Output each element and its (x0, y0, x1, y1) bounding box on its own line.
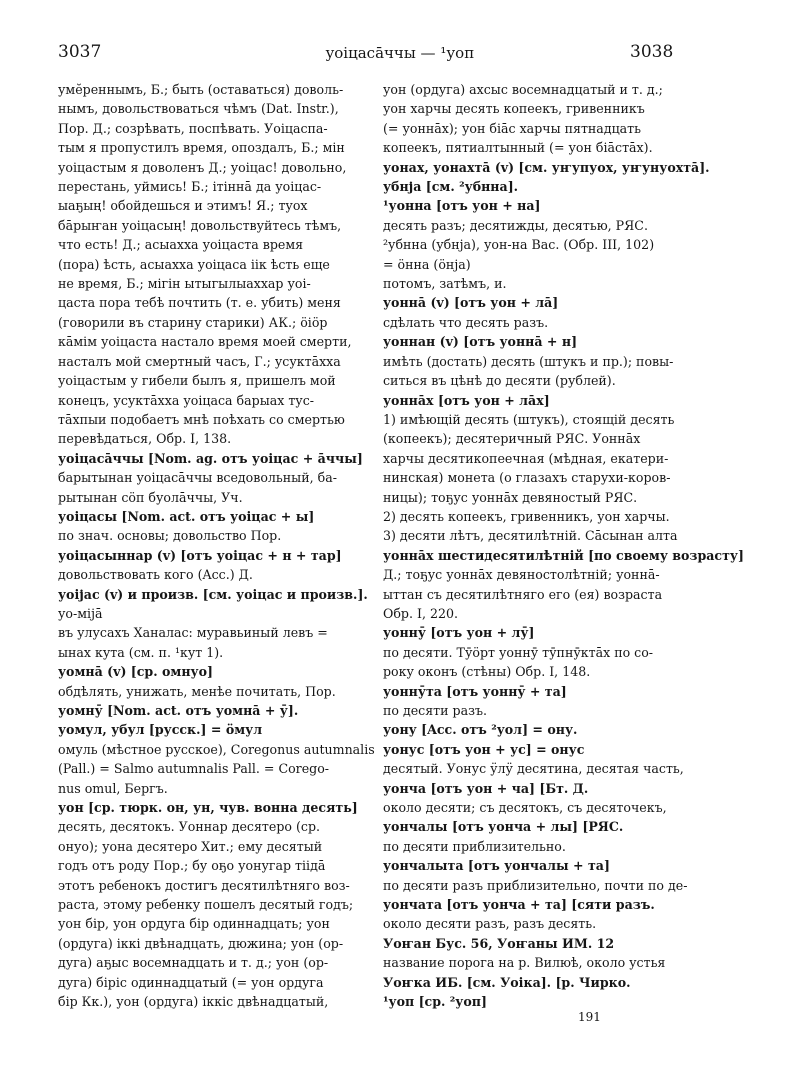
text-line: уонча [отъ уон + ча] [Бт. Д. (383, 780, 589, 796)
text-line: уоiцасы [Nom. act. отъ уоiцас + ы] (58, 508, 315, 524)
text-line: по знач. основы; довольство Пор. (58, 528, 282, 544)
text-line: раста, этому ребенку пошелъ десятый годъ; (58, 897, 354, 913)
text-line: перестань, уймись! Б.; iтiннā да уоiцас- (58, 179, 322, 195)
text-line: (= уоннāх); уон бiāс харчы пятнадцать (383, 120, 641, 136)
text-line: уонус [отъ уон + ус] = онус (383, 741, 585, 757)
text-line: харчы десятикопеечная (мѣдная, екатери- (383, 450, 669, 466)
text-line: уомнӯ [Nom. act. отъ уомнā + ӯ]. (58, 703, 299, 718)
text-line: ситься въ цѣнѣ до десяти (рублей). (383, 373, 616, 389)
text-line: цаста пора тебѣ почтить (т. е. убить) меня (58, 295, 341, 311)
text-line: ¹уоп [ср. ²уоп] (383, 994, 487, 1010)
text-line: по десяти разъ. (383, 703, 488, 718)
text-line: уон бiр, уон ордуга бiр одиннадцать; уон (58, 916, 330, 932)
text-line: Уоҥка ИБ. [см. Уоiка]. [р. Чирко. (383, 974, 631, 990)
text-line: уон [ср. тюрк. он, ун, чув. вонна десять] (58, 800, 358, 816)
folio: 191 (578, 1010, 601, 1024)
text-line: 3) десяти лѣтъ, десятилѣтнiй. Сāсынан алта (383, 528, 678, 544)
text-line: по десяти. Тӯöрт уоннӯ тӯпнӯктāх по со- (383, 644, 654, 660)
text-line: уончата [отъ уонча + та] [сяти разъ. (383, 897, 655, 913)
text-line: что есть! Д.; асыахха уоiцаста время (58, 237, 304, 253)
text-line: по десяти приблизительно. (383, 838, 566, 854)
text-line: обдѣлять, унижать, менѣе почитать, Пор. (58, 683, 336, 699)
text-line: ¹уонна [отъ уон + на] (383, 198, 541, 214)
text-line: уоннӯта [отъ уоннӯ + та] (383, 683, 567, 699)
text-line: ыттан съ десятилѣтняго его (ея) возраста (383, 586, 663, 602)
text-line: потомъ, затѣмъ, и. (383, 276, 507, 292)
text-line: нымъ, довольствоваться чѣмъ (Dat. Instr.), (58, 101, 339, 117)
text-line: уоiцасыннар (v) [отъ уоiцас + н + тар] (58, 547, 342, 563)
text-line: бāрыҥан уоiцасың! довольствуйтесь тѣмъ, (58, 217, 342, 233)
text-line: барытынан уоiцасāччы вседовольный, ба- (58, 470, 337, 486)
text-line: Обр. I, 220. (383, 605, 458, 621)
text-line: Пор. Д.; созрѣвать, поспѣвать. Уоiцаспа- (58, 120, 328, 136)
text-line: 1) имѣющiй десять (штукъ), стоящiй десять (383, 411, 675, 427)
right-column (383, 80, 744, 1012)
text-line: омуль (мѣстное русское), Coregonus autumnalis (58, 741, 375, 757)
text-line: уон харчы десять копеекъ, гривенникъ (383, 101, 645, 117)
text-line: перевѣдаться, Обр. I, 138. (58, 431, 232, 447)
text-line: уоннā (v) [отъ уон + лā] (383, 295, 559, 311)
text-line: ынах кута (см. п. ¹кут 1). (58, 644, 224, 660)
text-line: конецъ, усуктāхха уоiцаса барыах тус- (58, 392, 315, 408)
text-line: ыаҕың! обойдешься и этимъ! Я.; туох (58, 198, 308, 214)
text-line: уоiцастым у гибели былъ я, пришелъ мой (58, 373, 336, 389)
text-line: уону [Acc. отъ ²уол] = ону. (383, 722, 578, 738)
text-line: около десяти; съ десятокъ, съ десяточекъ, (383, 800, 667, 816)
text-line: уоннӯ [отъ уон + лӯ] (383, 625, 535, 641)
running-head: yoiцасāччы — ¹уоп (325, 44, 475, 62)
text-line: сдѣлать что десять разъ. (383, 314, 549, 330)
text-line: имѣть (достать) десять (штукъ и пр.); повы- (383, 353, 674, 369)
text-line: = öнна (öнја) (383, 256, 471, 272)
text-line: по десяти разъ приблизительно, почти по де- (383, 877, 688, 893)
text-line: Уоҥан Бус. 56, Уоҥаны ИМ. 12 (383, 935, 615, 951)
text-line: уоiјас (v) и произв. [см. уоiцас и произв.]. (58, 586, 368, 602)
text-line: уомул, убул [русск.] = öмул (58, 722, 263, 738)
text-line: кāмiм уоiцаста настало время моей смерти, (58, 334, 352, 350)
text-line: рытынан сöп буолāччы, Уч. (58, 489, 243, 505)
text-line: не время, Б.; мiгiн ытыгылыаххар уоi- (58, 276, 311, 292)
text-line: уоiцастым я доволенъ Д.; уоiцас! довольно, (58, 159, 347, 175)
page-number-left: 3037 (58, 42, 102, 62)
text-line: року оконъ (стѣны) Обр. I, 148. (383, 664, 591, 680)
text-line: уон (ордуга) ахсыс восемнадцатый и т. д.; (383, 82, 663, 97)
text-line: годъ отъ роду Пор.; бу оҕо уонугар тiiдā (58, 858, 326, 874)
text-line: уо-мiјā (58, 605, 103, 621)
text-line: бiр Кк.), уон (ордуга) iккiс двѣнадцатый, (58, 994, 329, 1010)
text-line: ²убнна (убнја), уон-на Вас. (Обр. III, 102) (383, 237, 655, 253)
text-line: уонах, уонахтā (v) [см. уҥупуох, уҥунуохтā]. (383, 159, 710, 175)
text-line: уоiцасāччы [Nom. ag. отъ уоiцас + āччы] (58, 450, 363, 466)
page-number-right: 3038 (630, 42, 674, 62)
text-line: nus omul, Бергъ. (58, 780, 168, 796)
text-line: уомнā (v) [ср. омнуо] (58, 664, 213, 680)
text-line: (ордуга) iккi двѣнадцать, дюжина; уон (ор- (58, 935, 344, 951)
text-line: около десяти разъ, разъ десять. (383, 916, 597, 932)
text-line: (Pall.) = Salmo autumnalis Pall. = Corego- (58, 761, 330, 777)
text-line: (пора) ѣсть, асыахха уоiцаса iiк ѣсть еще (58, 256, 330, 272)
text-line: этотъ ребенокъ достигъ десятилѣтняго воз- (58, 877, 350, 893)
text-line: 2) десять копеекъ, гривенникъ, уон харчы. (383, 508, 670, 524)
text-line: тāхпыи подобаетъ мнѣ поѣхать со смертью (58, 411, 345, 427)
text-line: Д.; тоҕус уоннāх девяностолѣтнiй; уоннā- (383, 567, 660, 583)
text-line: дуга) бiрiс одиннадцатый (= уон ордуга (58, 974, 324, 990)
text-line: тым я пропустилъ время, опоздалъ, Б.; мiн (58, 140, 345, 156)
text-line: довольствовать кого (Acc.) Д. (58, 567, 253, 583)
text-line: (говорили въ старину старики) АК.; öiöр (58, 314, 328, 330)
text-line: убнја [см. ²убнна]. (383, 179, 519, 195)
text-line: уончалы [отъ уонча + лы] [РЯС. (383, 819, 624, 835)
text-line: уончалыта [отъ уончалы + та] (383, 858, 610, 874)
text-line: десятый. Уонус ӱлӱ десятина, десятая часть, (383, 761, 684, 777)
text-line: десять, десятокъ. Уоннар десятеро (ср. (58, 819, 321, 835)
text-line: въ улусахъ Ханалас: муравьиный левъ = (58, 625, 328, 641)
text-line: нинская) монета (о глазахъ старухи-коров- (383, 470, 671, 486)
text-line: ницы); тоҕус уоннāх девяностый РЯС. (383, 489, 638, 505)
text-line: уоннāх шестидесятилѣтнiй [по своему возрасту] (383, 547, 744, 563)
left-column (58, 80, 376, 1012)
text-line: дуга) аҕыс восемнадцать и т. д.; уон (ор- (58, 955, 329, 971)
text-line: десять разъ; десятижды, десятью, РЯС. (383, 217, 648, 233)
text-line: онуо); уона десятеро Хит.; ему десятый (58, 838, 323, 854)
text-line: умӗреннымъ, Б.; быть (оставаться) доволь- (58, 82, 344, 97)
text-line: название порога на р. Вилюѣ, около устья (383, 955, 666, 971)
text-line: (копеекъ); десятеричный РЯС. Уоннāх (383, 431, 641, 447)
text-line: уоннāх [отъ уон + лāх] (383, 392, 550, 408)
text-line: насталъ мой смертный часъ, Г.; усуктāхха (58, 353, 341, 369)
text-line: копеекъ, пятиалтынный (= уон бiāстāх). (383, 140, 653, 156)
text-line: уоннан (v) [отъ уоннā + н] (383, 334, 578, 350)
